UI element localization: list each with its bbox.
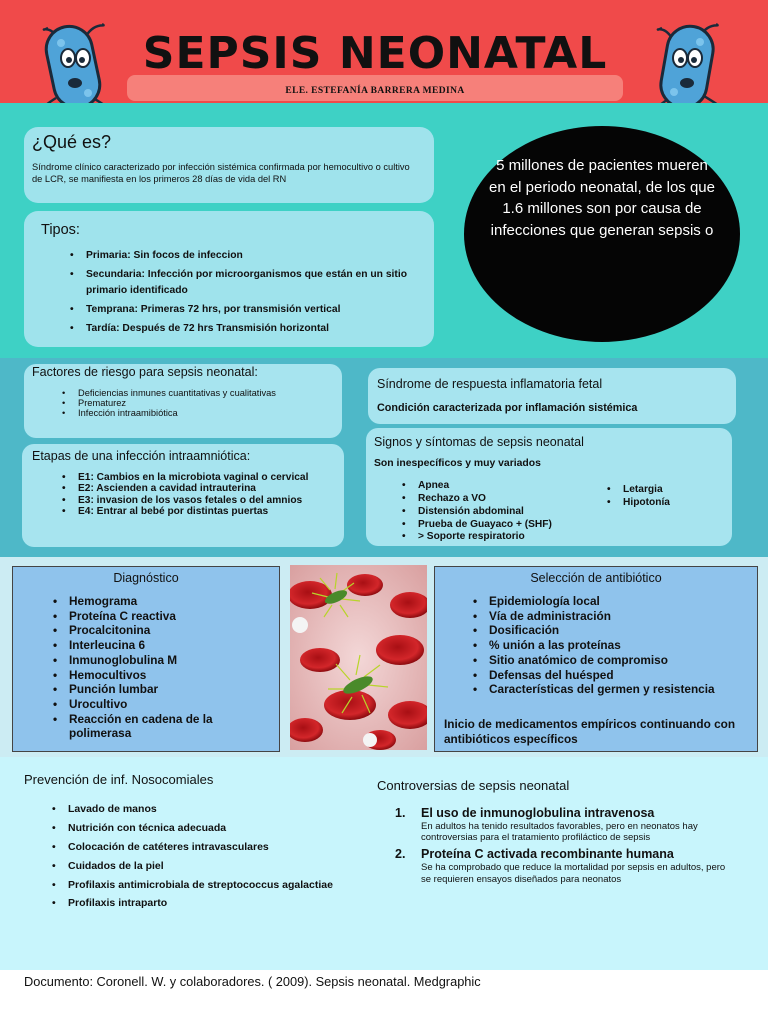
list-item: • Infección intraamibiótica	[78, 408, 313, 418]
controversias-list	[397, 806, 737, 889]
signos-subtitle: Son inespecíficos y muy variados	[374, 458, 541, 469]
list-item: • Defensas del huésped	[489, 668, 729, 683]
list-item: • Hemograma	[69, 594, 269, 609]
list-item: • Letargia	[623, 483, 723, 496]
list-item: • E2: Ascienden a cavidad intrauterina	[78, 483, 328, 494]
srif-text: Condición caracterizada por inflamación sistémica	[377, 402, 638, 414]
bacteria-blood-image	[290, 565, 427, 750]
item-description: En adultos ha tenido resultados favorables, pero en neonatos hay controversias para el tratamiento profiláctico de sepsis	[421, 821, 698, 844]
list-item: • Sitio anatómico de compromiso	[489, 653, 729, 668]
etapas-list	[78, 472, 328, 518]
list-item: • Deficiencias inmunes cuantitativas y cualitativas	[78, 388, 313, 398]
list-item: • Nutrición con técnica adecuada	[68, 820, 348, 838]
list-item: • > Soporte respiratorio	[418, 531, 618, 544]
list-item: • Urocultivo	[69, 697, 269, 712]
author-name: ELE. ESTEFANÍA BARRERA MEDINA	[285, 86, 465, 96]
item-heading: Proteína C activada recombinante humana	[421, 847, 674, 862]
item-description: Se ha comprobado que reduce la mortalidad por sepsis en adultos, pero se requieren ensayos diseñados para neonatos	[421, 862, 726, 885]
controversias-title: Controversias de sepsis neonatal	[377, 778, 570, 793]
list-item: • Rechazo a VO	[418, 493, 618, 506]
list-item: • E1: Cambios en la microbiota vaginal o cervical	[78, 472, 328, 483]
list-item: • Hemocultivos	[69, 668, 269, 683]
que-es-text: Síndrome clínico caracterizado por infección sistémica confirmada por hemocultivo o cultivo de LCR, se manifiesta en los primeros 28 días de vida del RN	[32, 162, 410, 185]
list-item: • Procalcitonina	[69, 623, 269, 638]
que-es-title: ¿Qué es?	[32, 132, 112, 152]
list-item: • Inmunoglobulina M	[69, 653, 269, 668]
prevencion-list	[68, 801, 348, 914]
factores-list	[78, 388, 313, 418]
list-item: • Vía de administración	[489, 609, 729, 624]
list-item: • E4: Entrar al bebé por distintas puertas	[78, 506, 328, 517]
list-item: • Dosificación	[489, 623, 729, 638]
list-item: • Secundaria: Infección por microorganismos que están en un sitio primario identificado	[86, 267, 416, 299]
list-item: • Epidemiología local	[489, 594, 729, 609]
item-number: 2.	[395, 847, 406, 862]
item-number: 1.	[395, 806, 406, 820]
list-item: • % unión a las proteínas	[489, 638, 729, 653]
list-item: • E3: invasion de los vasos fetales o del amnios	[78, 495, 328, 506]
item-heading: El uso de inmunoglobulina intravenosa	[421, 806, 655, 820]
list-item: • Apnea	[418, 480, 618, 493]
list-item	[397, 847, 737, 884]
list-item: • Colocación de catéteres intravasculares	[68, 839, 348, 857]
list-item: • Primaria: Sin focos de infeccion	[86, 248, 416, 264]
list-item: • Profilaxis intraparto	[68, 895, 348, 913]
etapas-title: Etapas de una infección intraamniótica:	[32, 449, 251, 463]
diagnostico-list	[69, 594, 269, 741]
signos-title: Signos y síntomas de sepsis neonatal	[374, 435, 584, 449]
tipos-list	[86, 248, 416, 340]
list-item	[397, 806, 737, 843]
list-item: • Tardía: Después de 72 hrs Transmisión horizontal	[86, 321, 416, 337]
factores-title: Factores de riesgo para sepsis neonatal:	[32, 365, 258, 379]
list-item: • Prematurez	[78, 398, 313, 408]
antibiotico-list	[489, 594, 729, 697]
stat-text: 5 millones de pacientes mueren en el periodo neonatal, de los que 1.6 millones son por causa de infecciones que generan sepsis o	[488, 157, 715, 240]
list-item: • Cuidados de la piel	[68, 858, 348, 876]
list-item: • Prueba de Guayaco + (SHF)	[418, 519, 618, 532]
list-item: • Temprana: Primeras 72 hrs, por transmisión vertical	[86, 302, 416, 318]
list-item: • Reacción en cadena de la polimerasa	[69, 712, 269, 741]
list-item: • Interleucina 6	[69, 638, 269, 653]
list-item: • Lavado de manos	[68, 801, 348, 819]
list-item: • Distensión abdominal	[418, 506, 618, 519]
diagnostico-title: Diagnóstico	[113, 571, 179, 585]
srif-title: Síndrome de respuesta inflamatoria fetal	[377, 377, 603, 391]
reference-text: Documento: Coronell. W. y colaboradores. ( 2009). Sepsis neonatal. Medgraphic	[24, 974, 481, 989]
list-item: • Características del germen y resistencia	[489, 682, 729, 697]
page-title: SEPSIS NEONATAL	[142, 28, 608, 79]
signos-list-1	[418, 480, 618, 544]
antibiotico-title: Selección de antibiótico	[530, 571, 662, 585]
list-item: • Hipotonía	[623, 496, 723, 509]
list-item: • Punción lumbar	[69, 682, 269, 697]
signos-list-2	[623, 483, 723, 510]
antibiotico-note: Inicio de medicamentos empíricos continuando con antibióticos específicos	[444, 717, 736, 746]
list-item: • Proteína C reactiva	[69, 609, 269, 624]
list-item: • Profilaxis antimicrobiala de streptococcus agalactiae	[68, 877, 348, 895]
tipos-title: Tipos:	[41, 222, 80, 238]
prevencion-title: Prevención de inf. Nosocomiales	[24, 772, 214, 787]
